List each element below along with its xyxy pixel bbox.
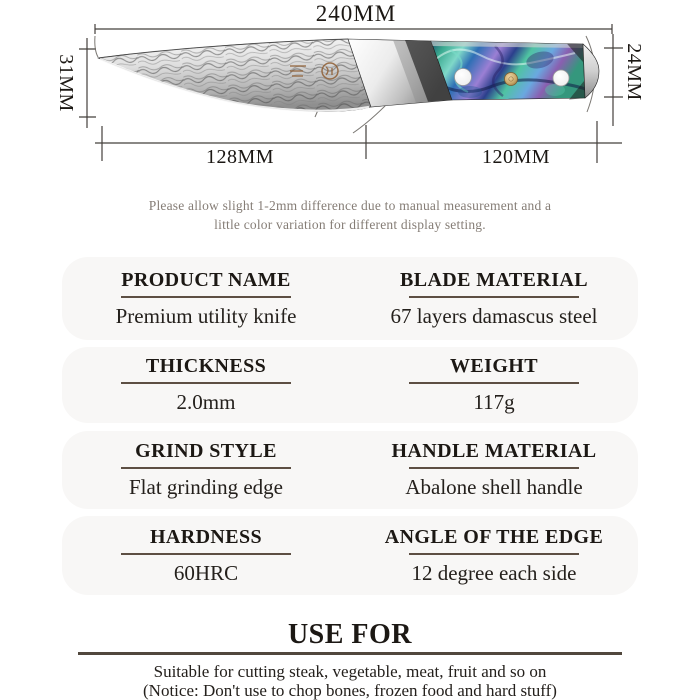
spec-value: 12 degree each side — [411, 560, 577, 585]
spec-card-row-4 — [62, 516, 638, 595]
dim-handle-height — [604, 34, 623, 126]
spec-product-name — [116, 269, 297, 329]
use-for-description — [0, 662, 700, 700]
spec-value: 67 layers damascus steel — [390, 303, 598, 328]
spec-hardness — [121, 526, 291, 586]
spec-value: Premium utility knife — [115, 303, 297, 328]
use-for-heading: USE FOR — [287, 619, 413, 650]
dim-handle-height-label: 24MM — [623, 43, 645, 101]
spec-card-row-3 — [62, 431, 638, 509]
title-underline — [409, 296, 579, 298]
spec-thickness — [121, 355, 291, 415]
handle-rivet — [553, 70, 569, 86]
spec-edge-angle — [385, 526, 604, 586]
title-underline — [409, 553, 579, 555]
spec-value: 60HRC — [173, 560, 239, 585]
title-underline — [121, 467, 291, 469]
use-for-line1: Suitable for cutting steak, vegetable, meat, fruit and so on — [153, 662, 547, 681]
dim-blade-length-label: 128MM — [205, 146, 275, 168]
title-underline — [121, 553, 291, 555]
spec-title: HANDLE MATERIAL — [391, 440, 597, 462]
spec-value: 117g — [473, 390, 515, 414]
use-for-divider — [78, 652, 622, 655]
use-for-line2: (Notice: Don't use to chop bones, frozen food and hard stuff) — [143, 681, 557, 700]
spec-grind-style — [121, 440, 291, 500]
title-underline — [409, 467, 579, 469]
spec-weight — [409, 355, 579, 415]
measurement-note — [0, 197, 700, 234]
dim-handle-length-label: 120MM — [481, 146, 551, 168]
spec-title: HARDNESS — [149, 525, 263, 548]
knife-handle — [431, 41, 599, 100]
spec-handle-material — [391, 440, 596, 500]
spec-card-row-1 — [62, 257, 638, 340]
spec-title: THICKNESS — [145, 355, 267, 377]
dim-blade-height-label: 31MM — [55, 54, 77, 112]
knife-blade — [90, 35, 380, 120]
spec-title: WEIGHT — [450, 355, 538, 377]
mosaic-pin — [505, 73, 518, 86]
knife-dimension-diagram — [0, 0, 700, 185]
spec-card-row-2 — [62, 347, 638, 423]
spec-value: 2.0mm — [176, 390, 236, 414]
spec-value: Abalone shell handle — [405, 475, 583, 499]
knife-butt-cap — [583, 44, 599, 98]
dim-blade-height — [79, 38, 96, 128]
handle-rivet — [455, 69, 472, 86]
spec-blade-material — [390, 269, 597, 329]
title-underline — [121, 382, 291, 384]
spec-title: BLADE MATERIAL — [399, 268, 589, 291]
measurement-note-line2: little color variation for different display setting. — [214, 216, 486, 232]
title-underline — [409, 382, 579, 384]
knife-illustration — [90, 35, 599, 120]
dim-total-length-label: 240MM — [315, 1, 397, 26]
spec-title: ANGLE OF THE EDGE — [384, 525, 604, 548]
title-underline — [121, 296, 291, 298]
measurement-note-line1: Please allow slight 1-2mm difference due to manual measurement and a — [148, 198, 552, 213]
spec-value: Flat grinding edge — [129, 475, 283, 499]
spec-title: PRODUCT NAME — [121, 268, 291, 291]
spec-title: GRIND STYLE — [135, 440, 277, 462]
